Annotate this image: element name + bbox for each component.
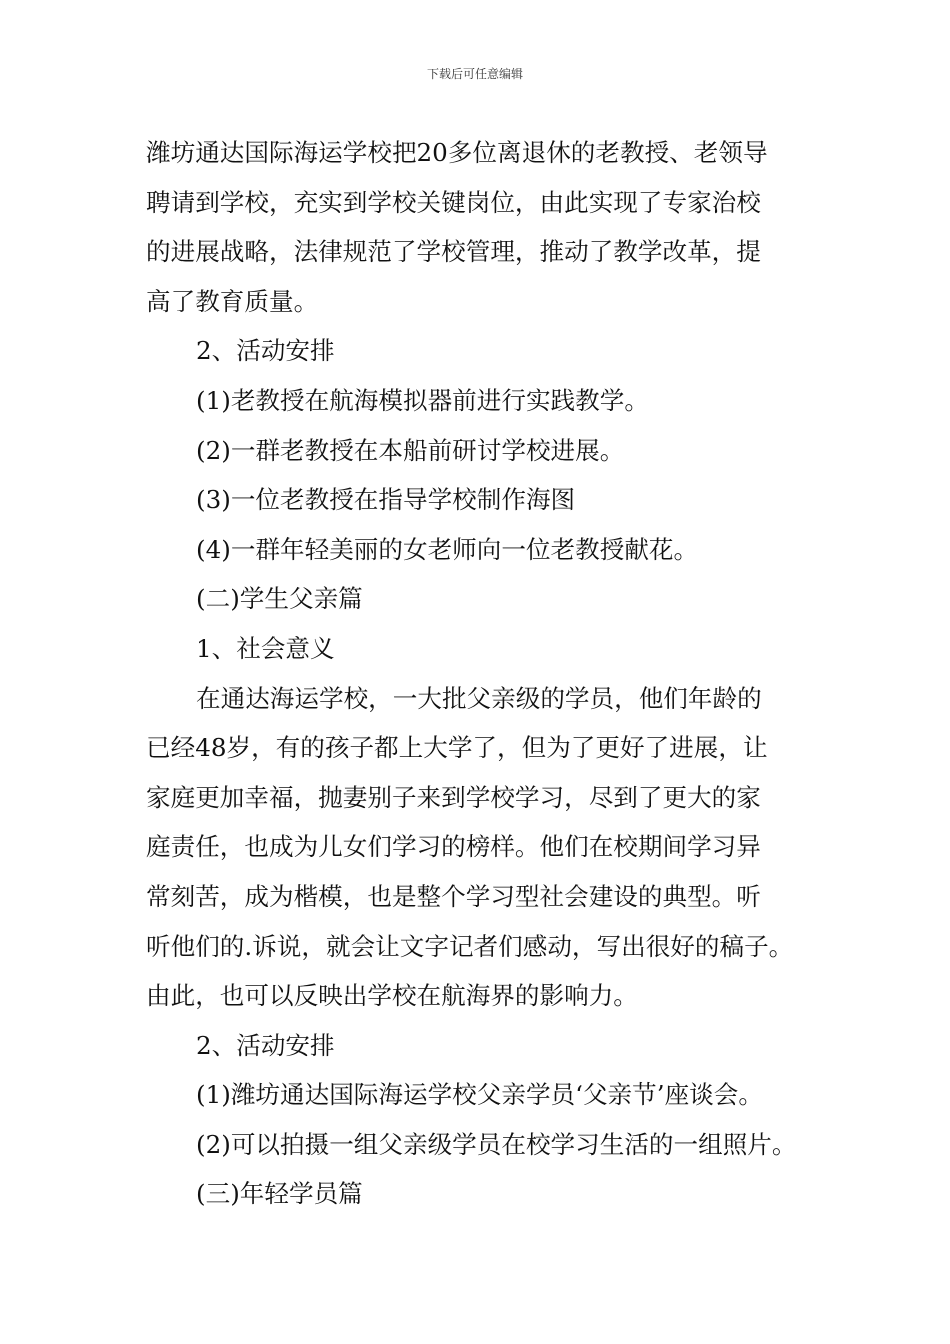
body-line: 聘请到学校，充实到学校关键岗位，由此实现了专家治校 [146,187,761,217]
section-heading: (二)学生父亲篇 [196,584,363,614]
body-line: 已经48岁，有的孩子都上大学了，但为了更好了进展，让 [146,733,768,763]
subsection-heading: 2、活动安排 [196,1030,335,1060]
body-line: 由此，也可以反映出学校在航海界的影响力。 [146,981,638,1011]
list-item: (4)一群年轻美丽的女老师向一位老教授献花。 [196,534,699,564]
body-line: 的进展战略，法律规范了学校管理，推动了教学改革，提 [146,237,761,267]
list-item: (2)一群老教授在本船前研讨学校进展。 [196,435,625,465]
body-line: 高了教育质量。 [146,286,319,316]
subsection-heading: 1、社会意义 [196,633,335,663]
section-heading: (三)年轻学员篇 [196,1179,363,1209]
body-line: 听他们的.诉说，就会让文字记者们感动，写出很好的稿子。 [146,931,794,961]
body-line: 庭责任，也成为儿女们学习的榜样。他们在校期间学习异 [146,832,761,862]
list-item: (1)潍坊通达国际海运学校父亲学员‘父亲节’座谈会。 [196,1080,763,1110]
section-heading: 2、活动安排 [196,336,335,366]
document-body [146,128,826,1219]
list-item: (1)老教授在航海模拟器前进行实践教学。 [196,385,649,415]
body-line: 常刻苦，成为楷模，也是整个学习型社会建设的典型。听 [146,881,761,911]
list-item: (2)可以拍摄一组父亲级学员在校学习生活的一组照片。 [196,1129,797,1159]
page-header: 下载后可任意编辑 [426,67,523,81]
list-item: (3)一位老教授在指导学校制作海图 [196,485,576,515]
body-line: 家庭更加幸福，抛妻别子来到学校学习，尽到了更大的家 [146,782,761,812]
body-line: 在通达海运学校，一大批父亲级的学员，他们年龄的 [196,683,762,713]
body-line: 潍坊通达国际海运学校把20多位离退休的老教授、老领导 [146,138,768,167]
